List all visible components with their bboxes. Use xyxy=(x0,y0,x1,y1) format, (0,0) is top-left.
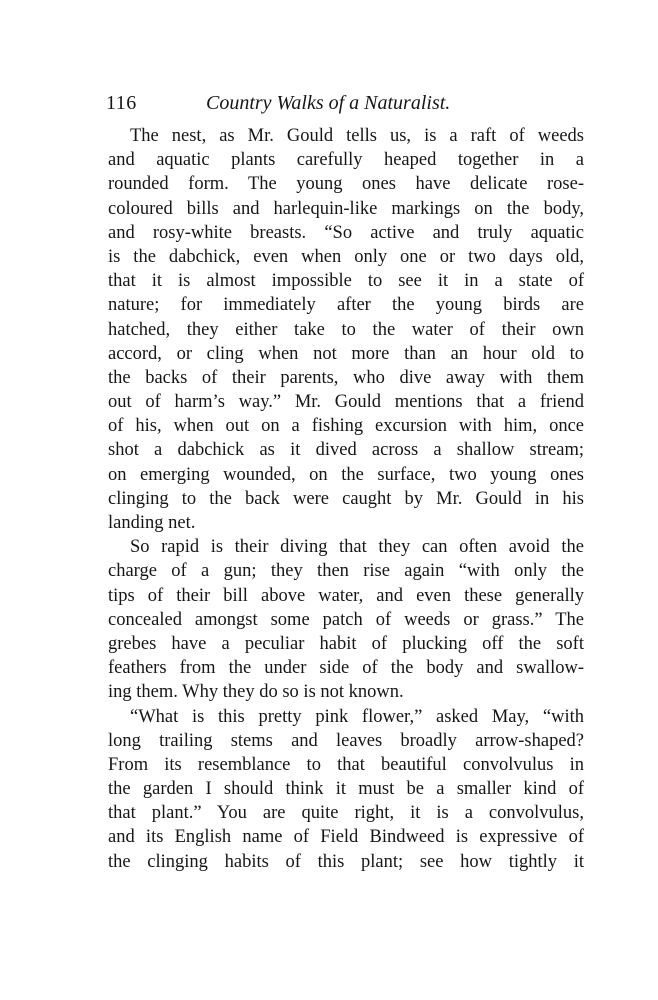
text-line: the clinging habits of this plant; see how tightly it xyxy=(108,851,584,872)
text-line: “What is this pretty pink flower,” asked May, “with xyxy=(130,706,584,727)
text-line: So rapid is their diving that they can often avoid the xyxy=(130,537,584,558)
text-line: that it is almost impossible to see it in a state of xyxy=(108,271,584,292)
text-line: charge of a gun; they then rise again “with only the xyxy=(108,561,584,582)
text-line: long trailing stems and leaves broadly arrow-shaped? xyxy=(108,730,584,751)
text-line: accord, or cling when not more than an hour old to xyxy=(108,343,584,364)
text-line: landing net. xyxy=(108,513,196,533)
text-line: the garden I should think it must be a smaller kind of xyxy=(108,779,584,800)
text-line: the backs of their parents, who dive away with them xyxy=(108,367,584,388)
text-line: concealed amongst some patch of weeds or grass.” The xyxy=(108,609,584,630)
text-line: and rosy-white breasts. “So active and truly aquatic xyxy=(108,222,584,243)
text-line: nature; for immediately after the young birds are xyxy=(108,295,584,316)
page-number: 116 xyxy=(106,92,137,114)
text-line: hatched, they either take to the water of their own xyxy=(108,319,584,340)
text-line: of his, when out on a fishing excursion with him, once xyxy=(108,416,584,437)
running-head xyxy=(106,86,580,120)
text-line: The nest, as Mr. Gould tells us, is a raft of weeds xyxy=(130,126,584,146)
text-line: on emerging wounded, on the surface, two young ones xyxy=(108,464,584,485)
text-line: shot a dabchick as it dived across a shallow stream; xyxy=(108,440,584,461)
text-line: that plant.” You are quite right, it is a convolvulus, xyxy=(108,803,584,824)
text-line: ing them. Why they do so is not known. xyxy=(108,682,404,703)
text-line: tips of their bill above water, and even these generally xyxy=(108,585,584,606)
body-text xyxy=(108,124,584,874)
text-line: From its resemblance to that beautiful convolvulus in xyxy=(108,754,584,775)
running-title: Country Walks of a Naturalist. xyxy=(206,92,451,114)
text-line: grebes have a peculiar habit of plucking off the soft xyxy=(108,633,584,654)
text-line: and its English name of Field Bindweed is expressive of xyxy=(108,827,584,848)
text-line: feathers from the under side of the body and swallow- xyxy=(108,658,584,679)
text-line: clinging to the back were caught by Mr. Gould in his xyxy=(108,488,584,509)
text-line: is the dabchick, even when only one or two days old, xyxy=(108,246,584,267)
text-line: out of harm’s way.” Mr. Gould mentions that a friend xyxy=(108,392,584,413)
text-line: rounded form. The young ones have delicate rose- xyxy=(108,174,584,195)
text-line: coloured bills and harlequin-like markings on the body, xyxy=(108,198,584,219)
text-line: and aquatic plants carefully heaped together in a xyxy=(108,150,584,171)
